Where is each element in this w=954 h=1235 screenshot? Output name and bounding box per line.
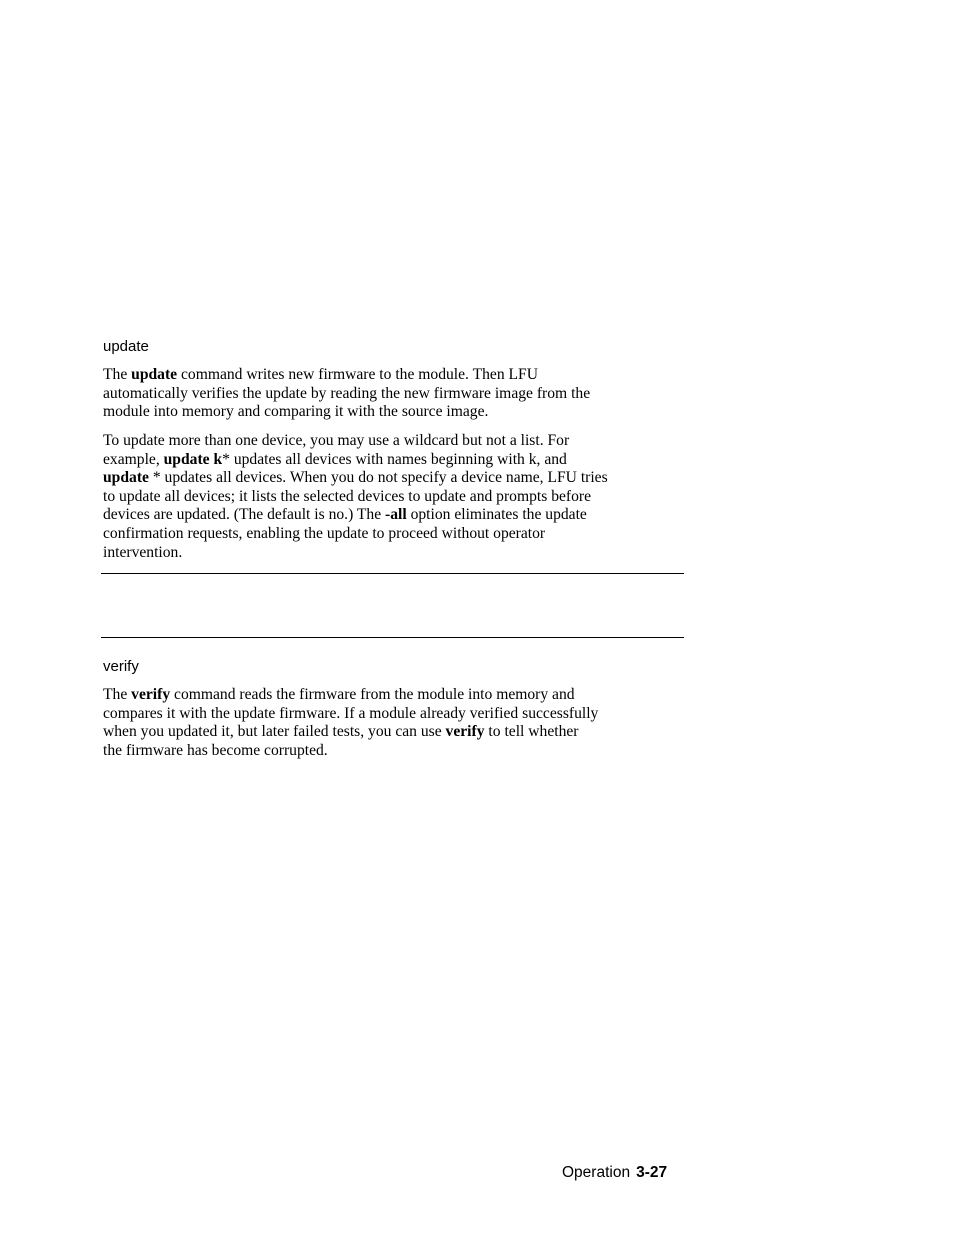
verify-paragraph	[103, 686, 693, 760]
command-keyword: verify	[131, 686, 171, 703]
footer-section-name: Operation	[562, 1164, 631, 1181]
text-line	[103, 506, 693, 525]
text-run: command writes new firmware to the module. Then LFU	[177, 366, 538, 383]
page-footer	[562, 1164, 667, 1182]
text-run: devices are updated. (The default is no.) The	[103, 506, 386, 524]
text-line: module into memory and comparing it with the source image.	[103, 403, 489, 421]
page-number: 3-27	[636, 1164, 668, 1181]
text-line	[103, 366, 693, 385]
text-line: intervention.	[103, 543, 183, 561]
text-run: when you updated it, but later failed tests, you can use	[103, 723, 446, 741]
verify-heading: verify	[103, 658, 139, 675]
text-run: * updates all devices with names beginning with k, and	[222, 450, 567, 468]
text-line: to update all devices; it lists the selected devices to update and prompts before	[103, 487, 592, 505]
command-keyword: update k	[163, 450, 223, 468]
text-line	[103, 723, 693, 742]
text-run: option eliminates the update	[406, 506, 587, 524]
text-line: the firmware has become corrupted.	[103, 741, 328, 759]
text-line: compares it with the update firmware. If a module already verified successfully	[103, 704, 599, 722]
update-paragraph-1	[103, 366, 693, 422]
command-keyword: verify	[445, 723, 485, 741]
text-line	[103, 469, 693, 488]
text-run: example,	[103, 450, 164, 468]
text-run: The	[103, 686, 132, 703]
command-keyword: update	[103, 469, 149, 487]
text-line: confirmation requests, enabling the update to proceed without operator	[103, 524, 546, 542]
caution-bottom-rule	[101, 637, 684, 638]
option-keyword: -all	[385, 506, 407, 524]
text-line	[103, 451, 693, 470]
text-line: automatically verifies the update by reading the new firmware image from the	[103, 384, 591, 402]
caution-top-rule	[101, 573, 684, 574]
text-run: to tell whether	[484, 723, 579, 741]
update-paragraph-2	[103, 432, 693, 562]
text-run: The	[103, 366, 132, 383]
text-run: * updates all devices. When you do not specify a device name, LFU tries	[148, 469, 608, 487]
command-keyword: update	[131, 366, 178, 383]
text-line: To update more than one device, you may use a wildcard but not a list. For	[103, 432, 570, 449]
text-line	[103, 686, 693, 705]
update-heading: update	[103, 338, 149, 355]
text-run: command reads the firmware from the module into memory and	[170, 686, 575, 703]
